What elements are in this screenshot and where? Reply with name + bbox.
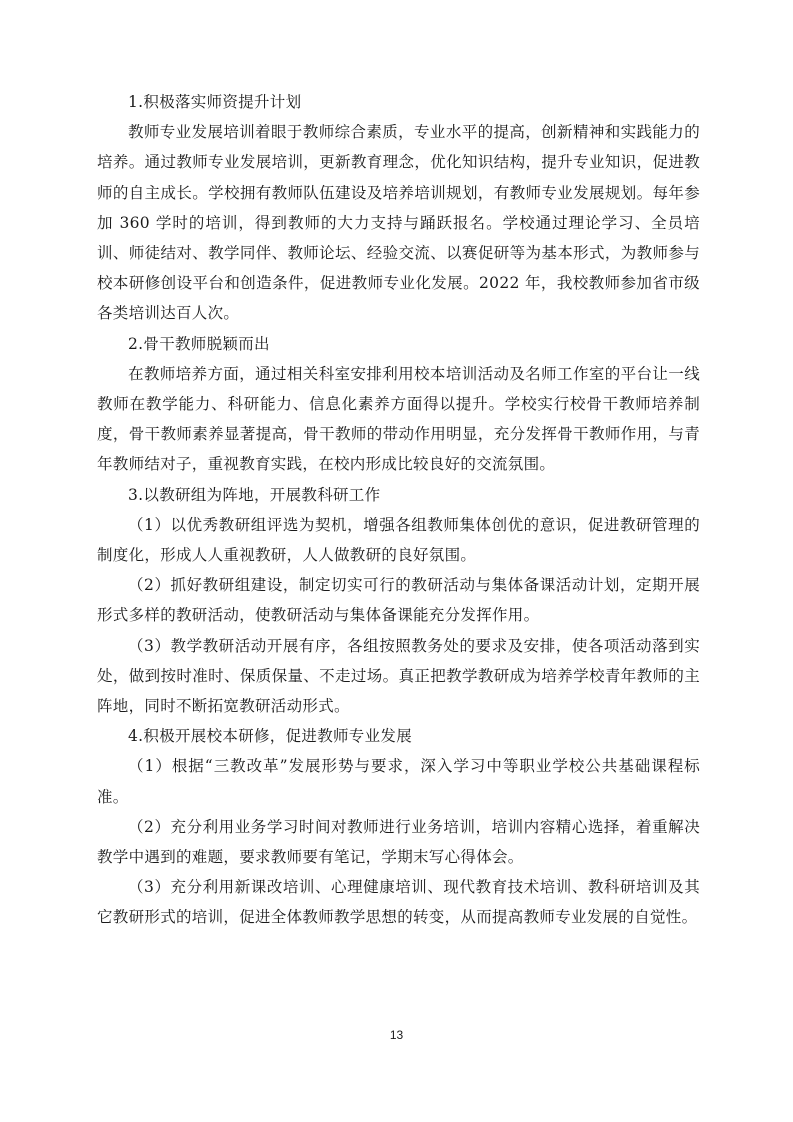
page-number: 13 bbox=[389, 1028, 404, 1042]
section-heading-3: 3.以教研组为阵地，开展教科研工作 bbox=[128, 485, 381, 504]
section-4-paragraph-1: （1）根据“三教改革”发展形势与要求，深入学习中等职业学校公共基础课程标准。 bbox=[97, 757, 700, 806]
section-4-paragraph-2: （2）充分利用业务学习时间对教师进行业务培训，培训内容精心选择，着重解决教学中遇到的难题，要求教师要有笔记，学期末写心得体会。 bbox=[97, 817, 700, 867]
section-heading-2: 2.骨干教师脱颖而出 bbox=[128, 334, 270, 353]
page-body bbox=[97, 87, 700, 933]
section-1-paragraph-1: 教师专业发展培训着眼于教师综合素质，专业水平的提高，创新精神和实践能力的培养。通过教师专业发展培训，更新教育理念，优化知识结构，提升专业知识，促进教师的自主成长。学校拥有教师队伍建设及培养培训规划，有教师专业发展规划。每年参加 360 学时的培训，得到教师的大力支持与踊跃报名。学校通过理论学习、全员培训、师徒结对、教学同伴、教师论坛、经验交流、以赛促研等为基本形式，为教师参与校本研修创设平台和创造条件，促进教师专业化发展。2022 年，我校教师参加省市级各类培训达百人次。 bbox=[97, 123, 700, 323]
section-3-paragraph-2: （2）抓好教研组建设，制定切实可行的教研活动与集体备课活动计划，定期开展形式多样的教研活动，使教研活动与集体备课能充分发挥作用。 bbox=[97, 576, 700, 625]
section-3-paragraph-1: （1）以优秀教研组评选为契机，增强各组教师集体创优的意识，促进教研管理的制度化，形成人人重视教研，人人做教研的良好氛围。 bbox=[97, 515, 700, 565]
section-heading-4: 4.积极开展校本研修，促进教师专业发展 bbox=[128, 727, 412, 746]
section-4-paragraph-3: （3）充分利用新课改培训、心理健康培训、现代教育技术培训、教科研培训及其它教研形式的培训，促进全体教师教学思想的转变，从而提高教师专业发展的自觉性。 bbox=[97, 878, 700, 927]
section-3-paragraph-3: （3）教学教研活动开展有序，各组按照教务处的要求及安排，使各项活动落到实处，做到按时准时、保质保量、不走过场。真正把教学教研成为培养学校青年教师的主阵地，同时不断拓宽教研活动形式。 bbox=[97, 636, 700, 716]
section-heading-1: 1.积极落实师资提升计划 bbox=[128, 93, 302, 111]
section-2-paragraph-1: 在教师培养方面，通过相关科室安排利用校本培训活动及名师工作室的平台让一线教师在教学能力、科研能力、信息化素养方面得以提升。学校实行校骨干教师培养制度，骨干教师素养显著提高，骨干教师的带动作用明显，充分发挥骨干教师作用，与青年教师结对子，重视教育实践，在校内形成比较良好的交流氛围。 bbox=[97, 364, 700, 474]
